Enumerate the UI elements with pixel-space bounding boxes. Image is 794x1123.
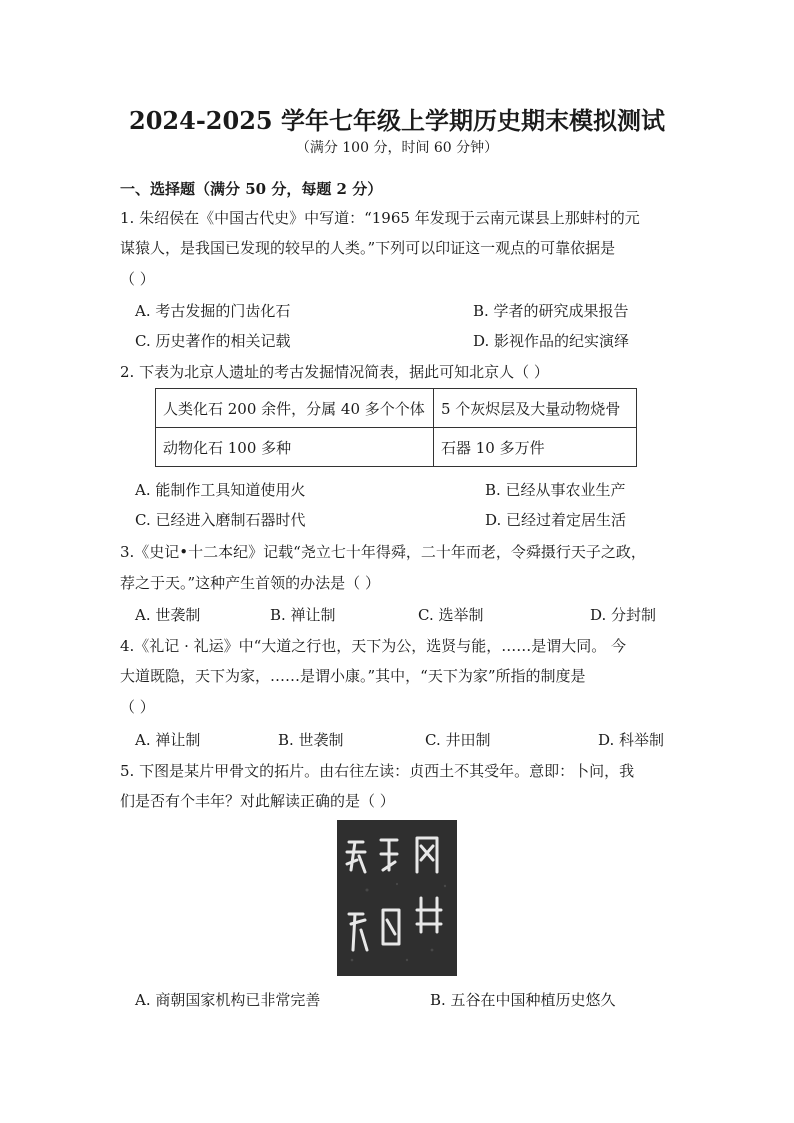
q3-option-b: B. 禅让制 [270,606,336,624]
section-heading: 一、选择题（满分 50 分，每题 2 分） [120,180,383,198]
q2-option-c: C. 已经进入磨制石器时代 [135,511,306,529]
table-row [156,389,637,428]
q1-option-b: B. 学者的研究成果报告 [473,302,629,320]
q2-data-table [155,388,637,467]
q2-option-a: A. 能制作工具知道使用火 [135,481,306,499]
q3-option-a: A. 世袭制 [135,606,201,624]
table-cell: 人类化石 200 余件，分属 40 多个个体 [156,389,434,428]
table-cell: 动物化石 100 多种 [156,428,434,467]
oracle-bone-glyphs [337,820,457,976]
q1-line-1: 1. 朱绍侯在《中国古代史》中写道：“1965 年发现于云南元谋县上那蚌村的元 [120,209,640,227]
q1-option-c: C. 历史著作的相关记载 [135,332,291,350]
q4-line-2: 大道既隐，天下为家，……是谓小康。”其中，“天下为家”所指的制度是 [120,667,586,685]
q1-answer-blank: （ ） [120,270,155,288]
q1-option-a: A. 考古发掘的门齿化石 [135,302,291,320]
exam-subtitle: （满分 100 分，时间 60 分钟） [295,140,499,156]
q2-option-b: B. 已经从事农业生产 [485,481,626,499]
q4-option-a: A. 禅让制 [135,731,201,749]
q4-option-b: B. 世袭制 [278,731,344,749]
oracle-bone-rubbing-image [337,820,457,976]
q4-option-c: C. 井田制 [425,731,491,749]
q2-line-1: 2. 下表为北京人遗址的考古发掘情况简表，据此可知北京人（ ） [120,363,549,381]
q1-line-2: 谋猿人，是我国已发现的较早的人类。”下列可以印证这一观点的可靠依据是 [120,239,616,257]
table-cell: 石器 10 多万件 [434,428,637,467]
q4-option-d: D. 科举制 [598,731,665,749]
exam-title: 2024-2025 学年七年级上学期历史期末模拟测试 [129,106,665,135]
q3-option-c: C. 选举制 [418,606,484,624]
q4-line-1: 4.《礼记 · 礼运》中“大道之行也，天下为公，选贤与能，……是谓大同。 今 [120,637,627,655]
q4-answer-blank: （ ） [120,698,155,716]
q5-line-1: 5. 下图是某片甲骨文的拓片。由右往左读：贞西土不其受年。意即：卜问，我 [120,762,635,780]
table-cell: 5 个灰烬层及大量动物烧骨 [434,389,637,428]
q3-option-d: D. 分封制 [590,606,657,624]
q5-option-a: A. 商朝国家机构已非常完善 [135,991,321,1009]
q3-line-2: 荐之于天。”这种产生首领的办法是（ ） [120,574,380,592]
q5-option-b: B. 五谷在中国种植历史悠久 [430,991,616,1009]
table-row [156,428,637,467]
q5-line-2: 们是否有个丰年？对此解读正确的是（ ） [120,792,395,810]
q1-option-d: D. 影视作品的纪实演绎 [473,332,630,350]
q3-line-1: 3.《史记•十二本纪》记载“尧立七十年得舜，二十年而老，令舜摄行天子之政， [120,543,646,561]
q2-option-d: D. 已经过着定居生活 [485,511,627,529]
